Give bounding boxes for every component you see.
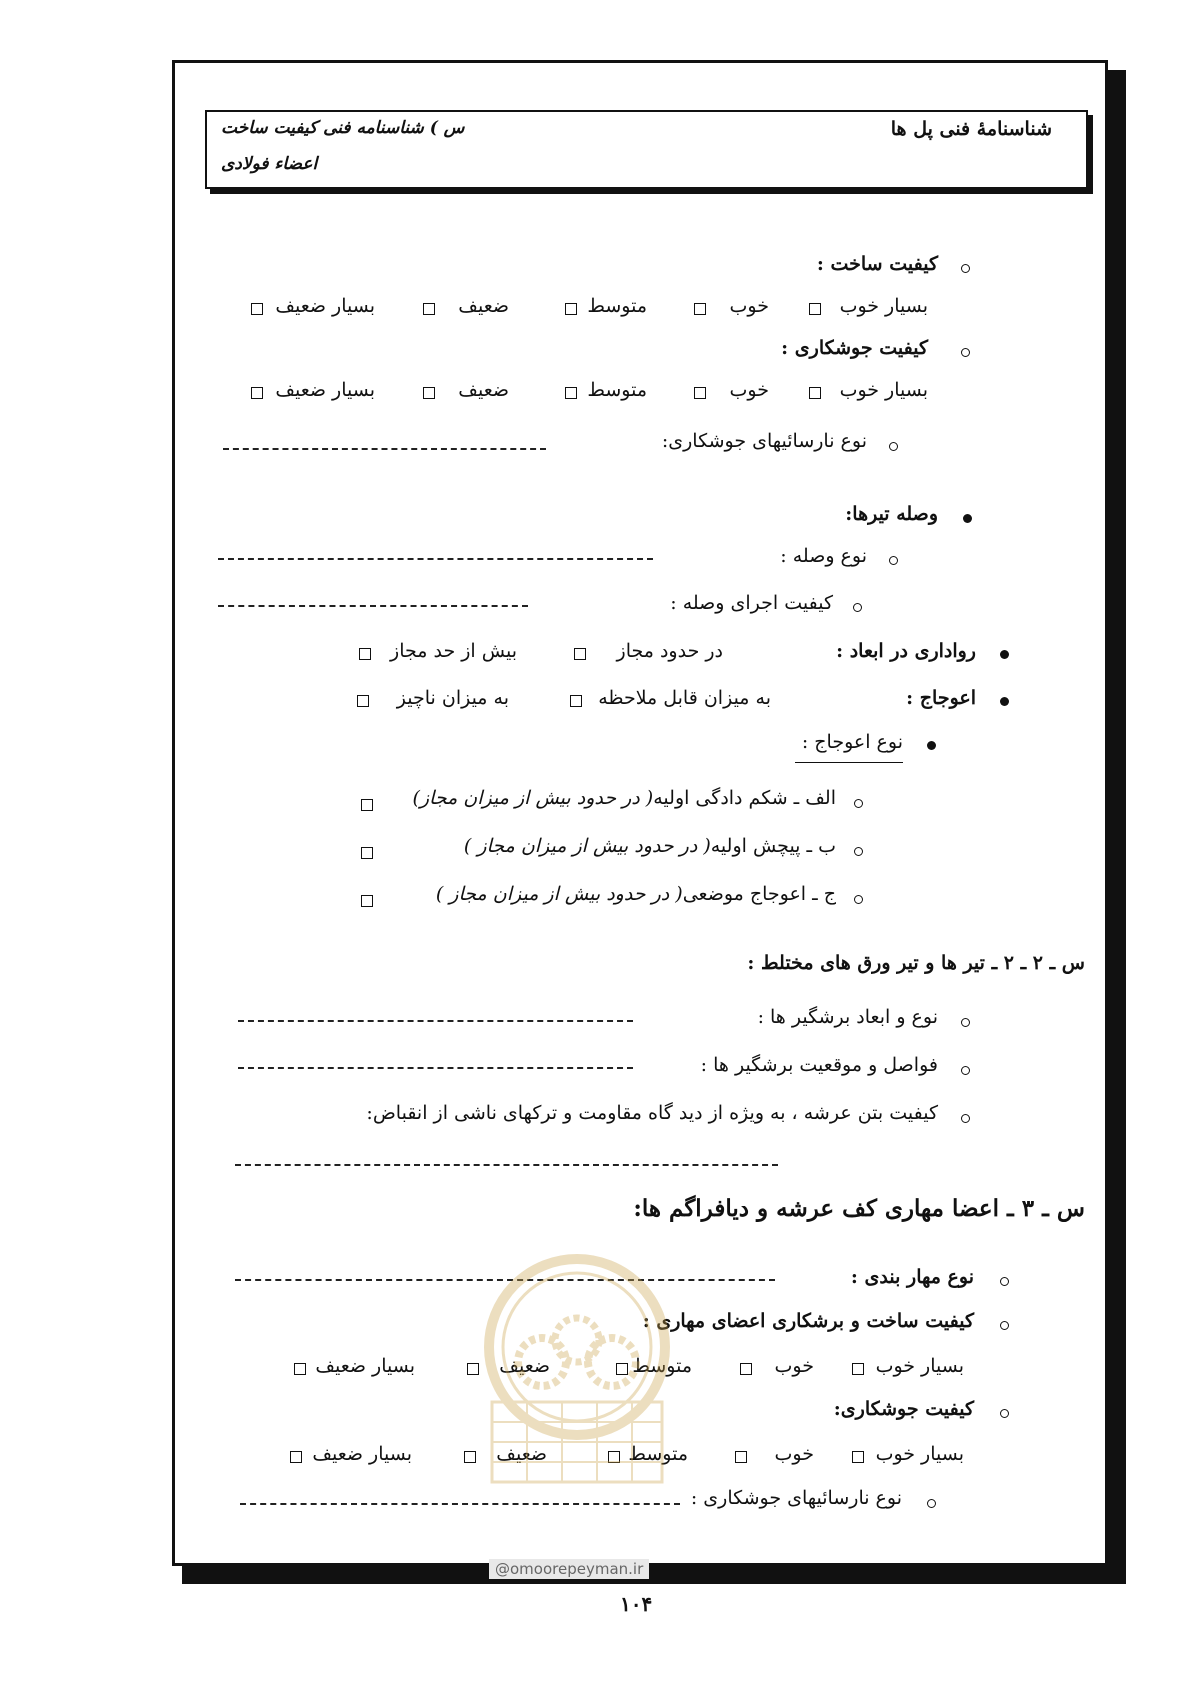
bullet-circle-icon xyxy=(1000,1321,1009,1330)
checkbox-noticeable[interactable] xyxy=(570,695,582,707)
build-quality-label: کیفیت ساخت : xyxy=(816,253,938,275)
distortion-heading: اعوجاج : xyxy=(906,687,976,709)
checkbox-very-weak[interactable] xyxy=(251,303,263,315)
rating-good-label: خوب xyxy=(774,1355,814,1377)
checkbox-very-good[interactable] xyxy=(809,387,821,399)
rating-very-weak-label: بسیار ضعیف xyxy=(275,295,375,317)
rating-weak-label: ضعیف xyxy=(458,379,509,401)
splice-type-label: نوع وصله : xyxy=(780,545,867,567)
rating-weak-label: ضعیف xyxy=(499,1355,550,1377)
distortion-c-main: ج ـ اعوجاج موضعی xyxy=(682,883,836,905)
distortion-b-label xyxy=(464,835,836,857)
fill-in-line[interactable] xyxy=(238,1067,633,1069)
rating-very-good-label: بسیار خوب xyxy=(875,1355,964,1377)
bullet-circle-icon xyxy=(1000,1277,1009,1286)
bullet-circle-icon xyxy=(927,1499,936,1508)
fill-in-line[interactable] xyxy=(223,448,546,450)
bullet-circle-icon xyxy=(889,556,898,565)
rating-medium-label: متوسط xyxy=(628,1443,688,1465)
splice-quality-label: کیفیت اجرای وصله : xyxy=(670,592,833,614)
bullet-circle-icon xyxy=(889,442,898,451)
rating-medium-label: متوسط xyxy=(587,379,647,401)
weld-quality-label-2: کیفیت جوشکاری: xyxy=(833,1398,974,1420)
weld-quality-label: کیفیت جوشکاری : xyxy=(781,337,928,359)
rating-medium-label: متوسط xyxy=(587,295,647,317)
checkbox-very-good[interactable] xyxy=(852,1363,864,1375)
bullet-circle-icon xyxy=(853,603,862,612)
page-number: ۱۰۴ xyxy=(620,1592,653,1616)
bullet-circle-icon xyxy=(854,847,863,856)
tolerance-beyond-label: بیش از حد مجاز xyxy=(390,640,517,662)
distortion-b-note: ( در حدود بیش از میزان مجاز ) xyxy=(463,835,711,857)
rating-very-weak-label: بسیار ضعیف xyxy=(315,1355,415,1377)
rating-weak-label: ضعیف xyxy=(458,295,509,317)
checkbox-medium[interactable] xyxy=(565,303,577,315)
weld-defects-label-2: نوع نارسائیهای جوشکاری : xyxy=(690,1487,902,1509)
fill-in-line[interactable] xyxy=(235,1164,778,1166)
rating-weak-label: ضعیف xyxy=(496,1443,547,1465)
checkbox-good[interactable] xyxy=(740,1363,752,1375)
heading-underline xyxy=(795,762,903,763)
distortion-a-label xyxy=(412,787,836,809)
bullet-circle-icon xyxy=(961,348,970,357)
checkbox-very-good[interactable] xyxy=(852,1451,864,1463)
bullet-circle-icon xyxy=(854,895,863,904)
rating-medium-label: متوسط xyxy=(632,1355,692,1377)
bullet-dot-icon xyxy=(927,741,936,750)
deck-quality-label: کیفیت بتن عرشه ، به ویژه از دید گاه مقاومت و ترکهای ناشی از انقباض: xyxy=(366,1102,938,1124)
distortion-negligible-label: به میزان ناچیز xyxy=(396,687,509,709)
tolerance-heading: رواداری در ابعاد : xyxy=(836,640,976,662)
fabrication-quality-label: کیفیت ساخت و برشکاری اعضای مهاری : xyxy=(642,1310,974,1332)
section-subtitle-line1: س ) شناسنامه فنی کیفیت ساخت xyxy=(221,118,465,138)
section2-heading: س ـ ۲ ـ ۲ ـ تیر ها و تیر ورق های مختلط : xyxy=(747,952,1085,974)
document-title: شناسنامهٔ فنی پل ها xyxy=(890,118,1052,140)
bullet-circle-icon xyxy=(961,1066,970,1075)
bracing-type-label: نوع مهار بندی : xyxy=(850,1266,974,1288)
distortion-a-main: الف ـ شکم دادگی اولیه xyxy=(653,787,836,809)
rating-very-weak-label: بسیار ضعیف xyxy=(312,1443,412,1465)
bullet-circle-icon xyxy=(961,264,970,273)
checkbox-very-weak[interactable] xyxy=(294,1363,306,1375)
checkbox-initial-bulge[interactable] xyxy=(361,799,373,811)
fill-in-line[interactable] xyxy=(240,1503,680,1505)
checkbox-very-weak[interactable] xyxy=(290,1451,302,1463)
checkbox-weak[interactable] xyxy=(423,387,435,399)
rating-good-label: خوب xyxy=(729,379,769,401)
distortion-noticeable-label: به میزان قابل ملاحظه xyxy=(598,687,771,709)
checkbox-local-distortion[interactable] xyxy=(361,895,373,907)
distortion-c-label xyxy=(436,883,836,905)
connectors-type-label: نوع و ابعاد برشگیر ها : xyxy=(757,1006,938,1028)
rating-very-good-label: بسیار خوب xyxy=(875,1443,964,1465)
checkbox-very-good[interactable] xyxy=(809,303,821,315)
checkbox-beyond-limits[interactable] xyxy=(359,648,371,660)
bullet-dot-icon xyxy=(1000,650,1009,659)
bullet-circle-icon xyxy=(1000,1409,1009,1418)
checkbox-within-limits[interactable] xyxy=(574,648,586,660)
distortion-c-note: ( در حدود بیش از میزان مجاز ) xyxy=(435,883,683,905)
rating-good-label: خوب xyxy=(774,1443,814,1465)
rating-very-good-label: بسیار خوب xyxy=(839,295,928,317)
distortion-a-note: ( در حدود بیش از میزان مجاز) xyxy=(412,787,654,809)
checkbox-good[interactable] xyxy=(694,303,706,315)
checkbox-initial-twist[interactable] xyxy=(361,847,373,859)
rating-good-label: خوب xyxy=(729,295,769,317)
rating-very-weak-label: بسیار ضعیف xyxy=(275,379,375,401)
publisher-seal-watermark-icon xyxy=(472,1252,682,1492)
section3-heading: س ـ ۳ ـ اعضا مهاری کف عرشه و دیافراگم ها: xyxy=(633,1195,1085,1222)
rating-very-good-label: بسیار خوب xyxy=(839,379,928,401)
bullet-dot-icon xyxy=(1000,697,1009,706)
watermark-url: @omoorepeyman.ir xyxy=(489,1559,649,1579)
fill-in-line[interactable] xyxy=(218,558,653,560)
connectors-spacing-label: فواصل و موقعیت برشگیر ها : xyxy=(700,1054,938,1076)
fill-in-line[interactable] xyxy=(218,605,528,607)
weld-defects-label: نوع نارسائیهای جوشکاری: xyxy=(661,430,867,452)
checkbox-weak[interactable] xyxy=(423,303,435,315)
checkbox-good[interactable] xyxy=(694,387,706,399)
bullet-circle-icon xyxy=(854,799,863,808)
bullet-dot-icon xyxy=(963,514,972,523)
distortion-b-main: ب ـ پیچش اولیه xyxy=(710,835,836,857)
tolerance-within-label: در حدود مجاز xyxy=(616,640,723,662)
bullet-circle-icon xyxy=(961,1018,970,1027)
beam-splice-heading: وصله تیرها: xyxy=(845,503,938,525)
checkbox-negligible[interactable] xyxy=(357,695,369,707)
distortion-type-heading: نوع اعوجاج : xyxy=(801,731,903,753)
checkbox-good[interactable] xyxy=(735,1451,747,1463)
section-subtitle-line2: اعضاء فولادی xyxy=(221,154,318,174)
fill-in-line[interactable] xyxy=(238,1020,633,1022)
bullet-circle-icon xyxy=(961,1114,970,1123)
checkbox-medium[interactable] xyxy=(565,387,577,399)
checkbox-very-weak[interactable] xyxy=(251,387,263,399)
